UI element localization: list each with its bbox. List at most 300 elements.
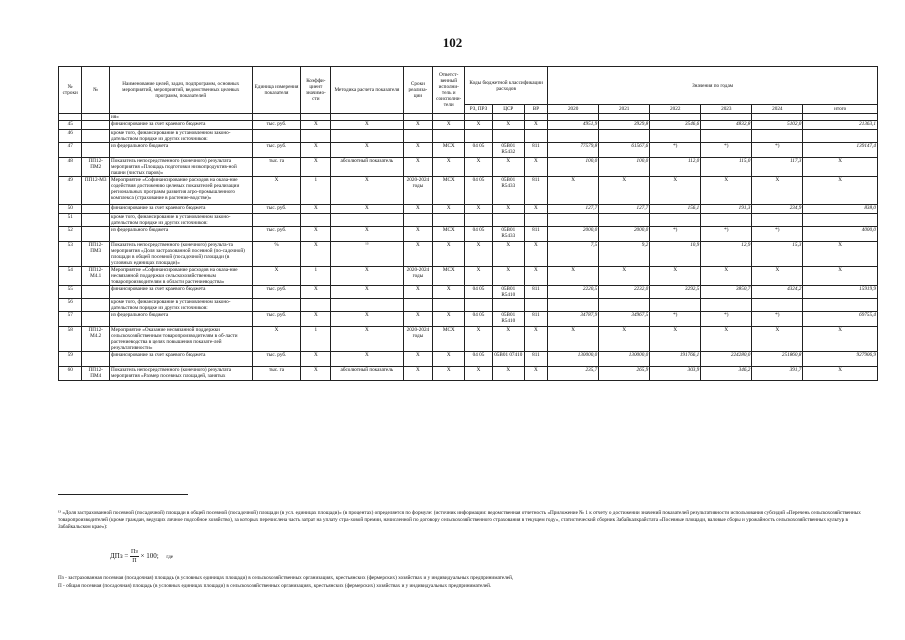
row-value-итого: 15919,9: [803, 286, 878, 299]
row-coef: X: [301, 242, 331, 267]
row-value-2021: [599, 299, 650, 312]
row-term: 2020-2024 годы: [403, 177, 433, 205]
row-value-2020: 235,7: [548, 367, 599, 381]
row-code: ПП12-ПМ2: [82, 158, 110, 177]
row-name: Показатель непосредственного (конечного) результа-та мероприятия «Доля застрахованной посевной (по-садочной) площади в общей посевной (посадочной) площади (в условных единицах площади)»: [110, 242, 253, 267]
row-code: [82, 130, 110, 143]
footnote-def-2: П - общая посевная (посадочная) площадь (в условных единицах площади) в сельскохозяйственных организациях, крестьянских (фермерских) хозяйствах и у индивидуальных предпринимателей.: [58, 583, 492, 589]
header-budget-codes: Коды бюджетной классификации расходов: [465, 67, 548, 105]
header-code-vr: ВР: [524, 105, 547, 114]
page-number: 102: [442, 35, 463, 50]
row-value-2021: 127,7: [599, 205, 650, 214]
row-value-2022: X: [650, 327, 701, 352]
row-responsible: МСХ: [433, 327, 465, 352]
row-value-2023: *): [701, 143, 752, 158]
row-value-2024: [752, 114, 803, 121]
table-row: [59, 130, 878, 143]
row-term: 2020-2024 годы: [403, 267, 433, 286]
row-value-2024: 4324,2: [752, 286, 803, 299]
header-coef: Коэффи-циент значимо-сти: [301, 67, 331, 114]
row-code-vr: [524, 130, 547, 143]
row-unit: [252, 114, 301, 121]
row-value-2024: 15,3: [752, 242, 803, 267]
row-value-2021: 2232,0: [599, 286, 650, 299]
row-code: [82, 114, 110, 121]
table-row: [59, 114, 878, 121]
row-code-rz: X: [465, 327, 493, 352]
row-code-rz: 04 05: [465, 227, 493, 242]
row-term: X: [403, 312, 433, 327]
row-value-2024: X: [752, 327, 803, 352]
header-no: №: [82, 67, 110, 114]
row-unit: X: [252, 177, 301, 205]
row-term: X: [403, 205, 433, 214]
row-value-2020: 130000,0: [548, 352, 599, 367]
header-year-2024: 2024: [752, 105, 803, 114]
row-value-2022: 3546,6: [650, 121, 701, 130]
row-responsible: X: [433, 158, 465, 177]
row-code-rz: 04 05: [465, 177, 493, 205]
row-code-csr: X: [492, 205, 524, 214]
row-value-2020: 7,5: [548, 242, 599, 267]
row-value-2024: [752, 299, 803, 312]
row-value-2022: [650, 214, 701, 227]
row-code-vr: X: [524, 121, 547, 130]
row-value-2024: *): [752, 312, 803, 327]
row-value-итого: 69755,4: [803, 312, 878, 327]
row-code-vr: X: [524, 242, 547, 267]
table-row: [59, 177, 878, 205]
row-value-2021: 61567,6: [599, 143, 650, 158]
row-value-2020: [548, 130, 599, 143]
row-value-2022: *): [650, 312, 701, 327]
row-method: [331, 130, 403, 143]
row-value-2021: 130000,0: [599, 352, 650, 367]
row-responsible: X: [433, 205, 465, 214]
row-code: [82, 286, 110, 299]
row-value-итого: X: [803, 177, 878, 205]
row-code-rz: X: [465, 267, 493, 286]
row-method: X: [331, 286, 403, 299]
row-value-итого: [803, 299, 878, 312]
row-number: 55: [59, 286, 82, 299]
row-number: 46: [59, 130, 82, 143]
row-code-rz: 04 05: [465, 286, 493, 299]
row-value-2020: 2220,5: [548, 286, 599, 299]
row-code-vr: 811: [524, 286, 547, 299]
header-code-csr: ЦСР: [492, 105, 524, 114]
row-value-2023: 191,3: [701, 205, 752, 214]
row-value-2020: 2000,0: [548, 227, 599, 242]
row-term: X: [403, 352, 433, 367]
row-value-2024: 391,7: [752, 367, 803, 381]
row-coef: X: [301, 312, 331, 327]
row-code-vr: 811: [524, 177, 547, 205]
row-unit: [252, 299, 301, 312]
row-code-rz: X: [465, 242, 493, 267]
row-unit: тыс. руб.: [252, 205, 301, 214]
row-value-2023: X: [701, 177, 752, 205]
row-responsible: [433, 130, 465, 143]
row-value-2023: [701, 214, 752, 227]
footnote-def-1: Пз - застрахованная посевная (посадочная) площадь (в условных единицах площади) в сельскохозяйственных организациях, крестьянских (фермерских) хозяйствах и у индивидуальных предпринимателей,: [58, 575, 514, 581]
row-value-2023: 4832,8: [701, 121, 752, 130]
row-value-2024: [752, 130, 803, 143]
row-code-csr: 05В01 07410: [492, 352, 524, 367]
row-value-2023: [701, 130, 752, 143]
row-value-2024: 5102,0: [752, 121, 803, 130]
row-name: кроме того, финансирование в установленном законо-дательством порядке из других источников:: [110, 214, 253, 227]
row-value-итого: X: [803, 242, 878, 267]
row-value-2024: [752, 214, 803, 227]
row-value-2022: 191766,1: [650, 352, 701, 367]
row-code-csr: [492, 299, 524, 312]
row-value-2020: [548, 214, 599, 227]
row-code-rz: [465, 114, 493, 121]
row-number: 52: [59, 227, 82, 242]
formula-where: где: [166, 555, 173, 561]
row-code-vr: [524, 299, 547, 312]
row-code: [82, 312, 110, 327]
table-row: [59, 352, 878, 367]
row-value-2021: X: [599, 177, 650, 205]
row-code-vr: [524, 214, 547, 227]
table-row: [59, 312, 878, 327]
row-code-vr: X: [524, 327, 547, 352]
row-responsible: МСХ: [433, 143, 465, 158]
row-coef: [301, 114, 331, 121]
table-row: [59, 227, 878, 242]
row-name: финансирование за счет краевого бюджета: [110, 286, 253, 299]
row-code-csr: X: [492, 367, 524, 381]
row-value-2020: [548, 299, 599, 312]
row-value-2021: [599, 130, 650, 143]
row-code-rz: X: [465, 205, 493, 214]
row-coef: X: [301, 143, 331, 158]
row-name: кроме того, финансирование в установленном законо-дательством порядке из других источников:: [110, 130, 253, 143]
row-value-итого: 838,0: [803, 205, 878, 214]
row-code-vr: 811: [524, 143, 547, 158]
row-coef: X: [301, 121, 331, 130]
row-name: ия»: [110, 114, 253, 121]
row-value-2022: X: [650, 267, 701, 286]
row-value-2020: X: [548, 177, 599, 205]
row-value-2022: [650, 299, 701, 312]
row-value-2024: 251860,8: [752, 352, 803, 367]
row-value-итого: [803, 130, 878, 143]
row-name: из федерального бюджета: [110, 312, 253, 327]
row-value-2022: 112,0: [650, 158, 701, 177]
formula-denominator: П: [132, 558, 137, 564]
row-coef: [301, 299, 331, 312]
row-term: X: [403, 227, 433, 242]
table-header: [59, 67, 878, 114]
row-code-csr: [492, 130, 524, 143]
row-code-csr: X: [492, 158, 524, 177]
row-code-csr: 05В01 R5432: [492, 143, 524, 158]
row-value-2023: 115,0: [701, 158, 752, 177]
row-value-2021: [599, 114, 650, 121]
row-code-csr: [492, 114, 524, 121]
row-method: X: [331, 143, 403, 158]
header-unit: Единица измерения показателя: [252, 67, 301, 114]
row-code: ПП12-М4.2: [82, 327, 110, 352]
row-coef: 1: [301, 177, 331, 205]
row-number: 50: [59, 205, 82, 214]
row-method: абсолютный показатель: [331, 367, 403, 381]
row-code-csr: X: [492, 121, 524, 130]
row-number: [59, 114, 82, 121]
row-code: [82, 227, 110, 242]
row-code: ПП12-ПМ3: [82, 242, 110, 267]
row-name: финансирование за счет краевого бюджета: [110, 352, 253, 367]
row-code: [82, 299, 110, 312]
formula: [110, 548, 173, 565]
header-terms: Сроки реализа-ции: [403, 67, 433, 114]
row-value-2020: X: [548, 327, 599, 352]
row-number: 51: [59, 214, 82, 227]
row-value-2020: 34787,9: [548, 312, 599, 327]
row-term: X: [403, 242, 433, 267]
row-value-2020: 77579,8: [548, 143, 599, 158]
row-value-итого: [803, 114, 878, 121]
row-code-vr: X: [524, 205, 547, 214]
row-value-итого: X: [803, 367, 878, 381]
row-responsible: [433, 214, 465, 227]
row-name: Показатель непосредственного (конечного) результата мероприятия «Площадь подготовки низкопродуктив-ной пашни (чистых паров)»: [110, 158, 253, 177]
row-unit: X: [252, 327, 301, 352]
row-method: [331, 299, 403, 312]
row-value-2023: 12,9: [701, 242, 752, 267]
row-code-vr: X: [524, 158, 547, 177]
formula-rhs: × 100;: [140, 552, 159, 561]
row-value-2023: 346,2: [701, 367, 752, 381]
row-name: Мероприятие «Оказание несвязанной поддержки сельскохозяйственным товаропроизводителям в об-ласти растениеводства в целях повышения показате-лей результативности»: [110, 327, 253, 352]
row-value-итого: X: [803, 158, 878, 177]
row-value-2022: [650, 130, 701, 143]
row-value-2021: X: [599, 327, 650, 352]
row-code: [82, 214, 110, 227]
footnote-text: ¹³ «Доля застрахованной посевной (посадочной) площади в общей посевной (посадочной) площади (в усл. единицах площади)» (в процентах) определяется по формуле: (источник информации: ведомственная отчетность «Приложение № 1 к отчету о достижении значений показателей результативности использования субсидий «Перечень сельскохозяйственных товаропроизводителей (кроме граждан, ведущих личное подсобное хозяйство), за которых перечислена часть затрат на уплату стра-ховой премии, начисленной по договору сельскохозяйственного страхования в текущем году», статистический сборник Забайкалкрайстата «Посевные площади, валовые сборы и урожайность сельскохозяйственных культур в Забайкальском крае»):: [58, 510, 861, 530]
table-row: [59, 242, 878, 267]
row-method: абсолютный показатель: [331, 158, 403, 177]
row-responsible: МСХ: [433, 227, 465, 242]
row-value-итого: X: [803, 327, 878, 352]
row-coef: 1: [301, 267, 331, 286]
row-code: [82, 205, 110, 214]
header-year-2021: 2021: [599, 105, 650, 114]
row-value-2020: 100,0: [548, 158, 599, 177]
row-method: ¹³: [331, 242, 403, 267]
row-value-2021: 9,2: [599, 242, 650, 267]
row-value-2021: 265,9: [599, 367, 650, 381]
row-number: 59: [59, 352, 82, 367]
row-value-2023: *): [701, 312, 752, 327]
row-value-2022: 303,9: [650, 367, 701, 381]
row-value-2020: 127,7: [548, 205, 599, 214]
row-name: финансирование за счет краевого бюджета: [110, 205, 253, 214]
row-code-vr: [524, 114, 547, 121]
row-value-2020: [548, 114, 599, 121]
table-row: [59, 143, 878, 158]
row-value-2023: *): [701, 227, 752, 242]
row-coef: X: [301, 227, 331, 242]
row-method: [331, 114, 403, 121]
row-coef: X: [301, 286, 331, 299]
row-method: X: [331, 227, 403, 242]
row-number: 57: [59, 312, 82, 327]
row-value-2023: X: [701, 327, 752, 352]
row-value-2022: X: [650, 177, 701, 205]
row-code-vr: 811: [524, 312, 547, 327]
row-responsible: [433, 299, 465, 312]
row-code-rz: [465, 299, 493, 312]
table-body: [59, 114, 878, 381]
row-unit: %: [252, 242, 301, 267]
row-unit: тыс. руб.: [252, 143, 301, 158]
row-value-итого: [803, 214, 878, 227]
row-method: X: [331, 267, 403, 286]
table-row: [59, 121, 878, 130]
row-coef: [301, 214, 331, 227]
table-row: [59, 158, 878, 177]
row-name: Мероприятие «Софинансирование расходов на оказа-ние содействия достижению целевых показателей реализации региональных программ развития агро-промышленного комплекса (страхование в растение-водстве)»: [110, 177, 253, 205]
header-year-2020: 2020: [548, 105, 599, 114]
row-unit: [252, 130, 301, 143]
row-responsible: [433, 114, 465, 121]
row-responsible: X: [433, 286, 465, 299]
row-number: 53: [59, 242, 82, 267]
row-code-vr: X: [524, 267, 547, 286]
row-unit: [252, 214, 301, 227]
row-code: [82, 143, 110, 158]
row-value-2022: 10,9: [650, 242, 701, 267]
row-unit: тыс. руб.: [252, 352, 301, 367]
row-responsible: X: [433, 242, 465, 267]
table-row: [59, 367, 878, 381]
table-row: [59, 327, 878, 352]
footnote-divider: [58, 494, 188, 495]
row-coef: X: [301, 352, 331, 367]
table-row: [59, 286, 878, 299]
row-value-2021: 2000,0: [599, 227, 650, 242]
row-value-итого: 4000,0: [803, 227, 878, 242]
row-value-2023: X: [701, 267, 752, 286]
row-code: ПП12-М4.1: [82, 267, 110, 286]
row-name: Показатель непосредственного (конечного) результата мероприятия «Размер посевных площадей, занятых: [110, 367, 253, 381]
row-code-csr: 05В01 R5410: [492, 312, 524, 327]
row-number: 45: [59, 121, 82, 130]
row-code-rz: [465, 214, 493, 227]
row-responsible: МСХ: [433, 177, 465, 205]
row-code-vr: 811: [524, 227, 547, 242]
row-code-csr: 05В01 R5410: [492, 286, 524, 299]
row-name: Мероприятие «Софинансирование расходов на оказа-ние несвязанной поддержки сельскохозяйственным товаропроизводителям в области растениеводства»: [110, 267, 253, 286]
row-name: из федерального бюджета: [110, 143, 253, 158]
row-term: [403, 130, 433, 143]
row-term: 2020-2024 годы: [403, 327, 433, 352]
row-name: финансирование за счет краевого бюджета: [110, 121, 253, 130]
row-code-csr: 05В01 R5433: [492, 177, 524, 205]
row-code-rz: X: [465, 158, 493, 177]
row-value-2023: [701, 114, 752, 121]
row-value-2021: 100,0: [599, 158, 650, 177]
row-value-2021: 3929,8: [599, 121, 650, 130]
header-row-no: № строки: [59, 67, 82, 114]
row-responsible: МСХ: [433, 267, 465, 286]
row-code-rz: [465, 130, 493, 143]
row-number: 54: [59, 267, 82, 286]
row-value-2022: [650, 114, 701, 121]
row-method: X: [331, 177, 403, 205]
row-value-итого: X: [803, 267, 878, 286]
row-unit: X: [252, 267, 301, 286]
row-unit: тыс. га: [252, 367, 301, 381]
row-value-2023: [701, 299, 752, 312]
header-responsible: Ответст-венный исполни-тель и соисполни-тели: [433, 67, 465, 114]
header-code-rz: РЗ, ПРЗ: [465, 105, 493, 114]
row-value-2022: 3292,5: [650, 286, 701, 299]
row-number: 58: [59, 327, 82, 352]
row-name: кроме того, финансирование в установленном законо-дательством порядке из других источников:: [110, 299, 253, 312]
row-value-2020: X: [548, 267, 599, 286]
program-table: [58, 66, 878, 381]
row-code: ПП12-М3: [82, 177, 110, 205]
row-code-rz: X: [465, 121, 493, 130]
row-value-2020: 4951,9: [548, 121, 599, 130]
row-method: X: [331, 312, 403, 327]
table-row: [59, 205, 878, 214]
row-value-2021: X: [599, 267, 650, 286]
row-value-2024: *): [752, 143, 803, 158]
row-term: X: [403, 121, 433, 130]
formula-numerator: Пз: [131, 549, 138, 555]
table-row: [59, 267, 878, 286]
row-coef: [301, 130, 331, 143]
row-number: 56: [59, 299, 82, 312]
row-unit: тыс. га: [252, 158, 301, 177]
row-method: X: [331, 205, 403, 214]
row-method: X: [331, 121, 403, 130]
row-coef: X: [301, 367, 331, 381]
row-name: из федерального бюджета: [110, 227, 253, 242]
header-year-total: итого: [803, 105, 878, 114]
row-code-csr: [492, 214, 524, 227]
row-code: [82, 352, 110, 367]
row-code-csr: 05В01 R5433: [492, 227, 524, 242]
header-year-2022: 2022: [650, 105, 701, 114]
row-code-rz: 04 05: [465, 143, 493, 158]
row-code-rz: 04 05: [465, 352, 493, 367]
row-value-2024: *): [752, 227, 803, 242]
formula-lhs: ДПз =: [110, 552, 129, 561]
row-value-2022: *): [650, 227, 701, 242]
row-number: 48: [59, 158, 82, 177]
row-value-2021: 34967,5: [599, 312, 650, 327]
row-value-2024: 117,3: [752, 158, 803, 177]
row-code-rz: 04 05: [465, 312, 493, 327]
row-value-2024: 234,9: [752, 205, 803, 214]
row-value-итого: 21363,1: [803, 121, 878, 130]
row-coef: X: [301, 158, 331, 177]
row-value-2021: [599, 214, 650, 227]
formula-fraction: [130, 548, 139, 565]
row-value-итого: 139147,4: [803, 143, 878, 158]
row-value-2024: X: [752, 267, 803, 286]
row-term: X: [403, 286, 433, 299]
row-coef: X: [301, 205, 331, 214]
row-code: ПП12-ПМ4: [82, 367, 110, 381]
